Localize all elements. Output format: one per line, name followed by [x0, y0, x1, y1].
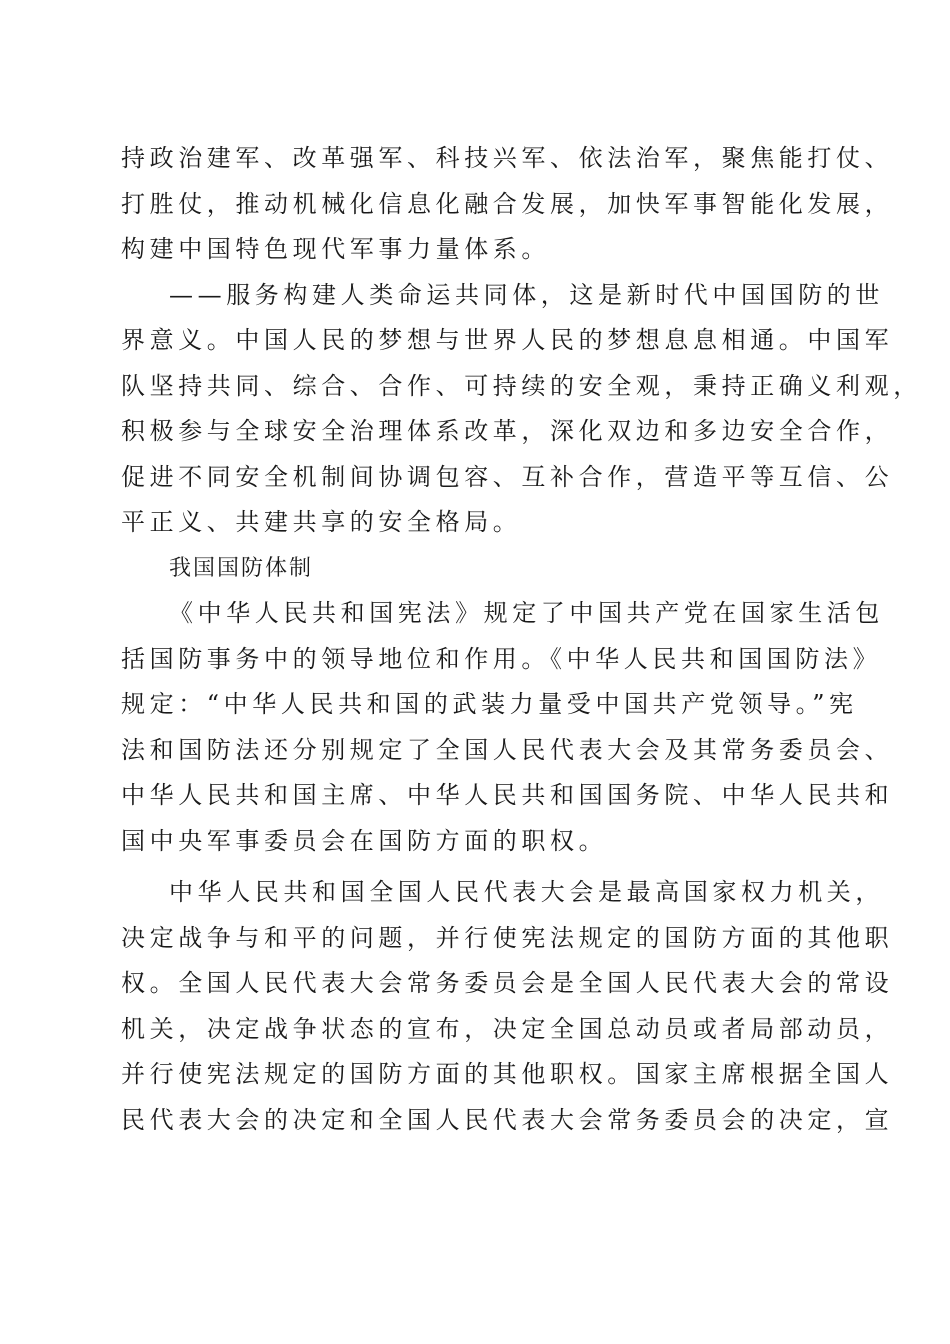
text-line: 规定：“中华人民共和国的武装力量受中国共产党领导。”宪 — [121, 690, 858, 718]
paragraph-4 — [121, 870, 894, 1143]
text-line: 括国防事务中的领导地位和作用。《中华人民共和国国防法》 — [121, 644, 882, 673]
text-line: 持政治建军、改革强军、科技兴军、依法治军，聚焦能打仗、 — [121, 144, 894, 172]
paragraph-3 — [121, 591, 894, 864]
text-line: 构建中国特色现代军事力量体系。 — [121, 235, 550, 263]
text-line: 国中央军事委员会在国防方面的职权。 — [121, 826, 608, 855]
text-line: 促进不同安全机制间协调包容、互补合作，营造平等互信、公 — [121, 462, 894, 491]
section-heading: 我国国防体制 — [169, 555, 314, 581]
text-line: 平正义、共建共享的安全格局。 — [121, 508, 522, 536]
paragraph-1 — [121, 136, 894, 273]
text-line: 法和国防法还分别规定了全国人民代表大会及其常务委员会、 — [121, 735, 894, 764]
text-line: 权。全国人民代表大会常务委员会是全国人民代表大会的常设 — [121, 969, 894, 997]
text-line: 决定战争与和平的问题，并行使宪法规定的国防方面的其他职 — [121, 923, 894, 952]
text-line: 中华人民共和国主席、中华人民共和国国务院、中华人民共和 — [121, 781, 894, 809]
text-line: 《中华人民共和国宪法》规定了中国共产党在国家生活包 — [169, 599, 884, 627]
document-body — [121, 136, 922, 1143]
text-line: 机关，决定战争状态的宣布，决定全国总动员或者局部动员， — [121, 1014, 894, 1043]
text-line: 积极参与全球安全治理体系改革，深化双边和多边安全合作， — [121, 417, 894, 445]
text-line: 打胜仗，推动机械化信息化融合发展，加快军事智能化发展， — [121, 189, 894, 218]
text-line: ——服务构建人类命运共同体，这是新时代中国国防的世 — [169, 280, 884, 309]
text-line: 队坚持共同、综合、合作、可持续的安全观，秉持正确义利观， — [121, 371, 922, 400]
text-line: 中华人民共和国全国人民代表大会是最高国家权力机关， — [169, 878, 884, 906]
text-line: 界意义。中国人民的梦想与世界人民的梦想息息相通。中国军 — [121, 326, 894, 354]
text-line: 民代表大会的决定和全国人民代表大会常务委员会的决定，宣 — [121, 1105, 894, 1134]
text-line: 并行使宪法规定的国防方面的其他职权。国家主席根据全国人 — [121, 1060, 894, 1088]
paragraph-2 — [121, 273, 922, 546]
